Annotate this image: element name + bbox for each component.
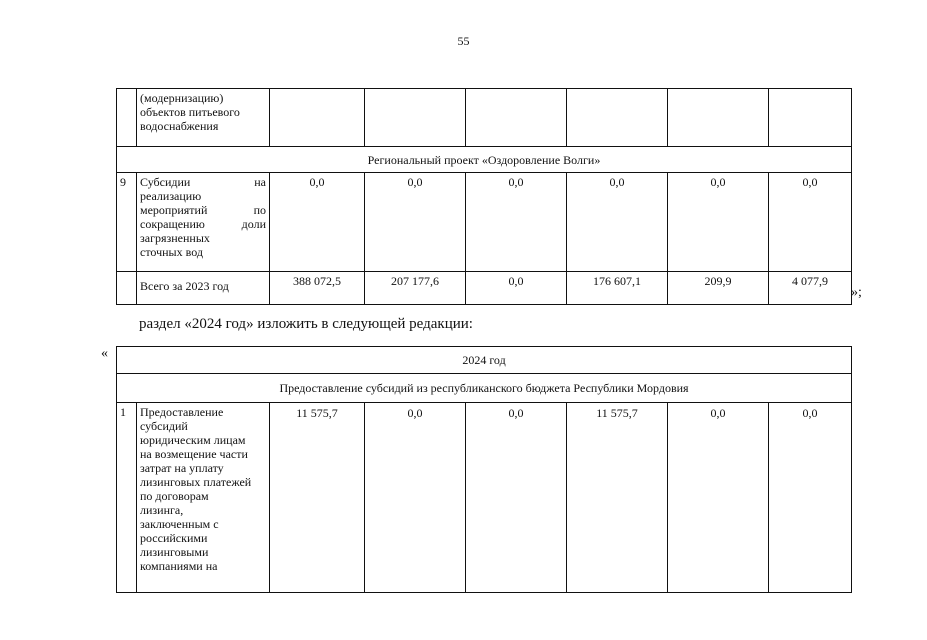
value-cell: 0,0 [365,173,466,272]
value-cell [668,89,769,147]
value-cell [769,89,852,147]
table-row [117,173,852,272]
row-number-cell: 9 [117,173,137,272]
subsidies-section-header: Предоставление субсидий из республиканского бюджета Республики Мордовия [117,374,852,403]
year-header: 2024 год [117,347,852,374]
opening-quote-mark: « [101,346,108,361]
total-value-cell: 388 072,5 [270,272,365,305]
total-value-cell: 4 077,9 [769,272,852,305]
total-row [117,272,852,305]
value-cell: 0,0 [270,173,365,272]
value-cell [365,89,466,147]
instruction-paragraph: раздел «2024 год» изложить в следующей редакции: [139,316,473,332]
total-value-cell: 0,0 [466,272,567,305]
budget-table-2023-end [116,88,852,305]
value-cell [567,89,668,147]
value-cell: 0,0 [668,173,769,272]
value-cell: 0,0 [466,173,567,272]
total-value-cell: 207 177,6 [365,272,466,305]
value-cell: 0,0 [466,403,567,593]
total-value-cell: 209,9 [668,272,769,305]
section-header-row [117,147,852,173]
row-number-cell [117,89,137,147]
value-cell [466,89,567,147]
description-cell: Субсидии на реализацию мероприятий по сокращению доли загрязненных сточных вод [137,173,270,272]
value-cell: 11 575,7 [270,403,365,593]
value-cell: 11 575,7 [567,403,668,593]
page-number: 55 [457,34,470,48]
closing-quote-mark: »; [851,285,862,300]
year-header-row [117,347,852,374]
description-cell: (модернизацию) объектов питьевого водоснабжения [137,89,270,147]
total-value-cell: 176 607,1 [567,272,668,305]
continuation-row [117,89,852,147]
description-cell: Предоставление субсидий юридическим лицам на возмещение части затрат на уплату лизинговых платежей по договорам лизинга, заключенным с российскими лизинговыми компаниями на [137,403,270,593]
value-cell: 0,0 [365,403,466,593]
total-label: Всего за 2023 год [137,272,270,305]
regional-project-header: Региональный проект «Оздоровление Волги» [117,147,852,173]
row-number-cell [117,272,137,305]
budget-table-2024 [116,346,852,593]
table-row [117,403,852,593]
value-cell: 0,0 [769,173,852,272]
value-cell: 0,0 [567,173,668,272]
section-header-row [117,374,852,403]
value-cell [270,89,365,147]
row-number-cell: 1 [117,403,137,593]
value-cell: 0,0 [769,403,852,593]
value-cell: 0,0 [668,403,769,593]
